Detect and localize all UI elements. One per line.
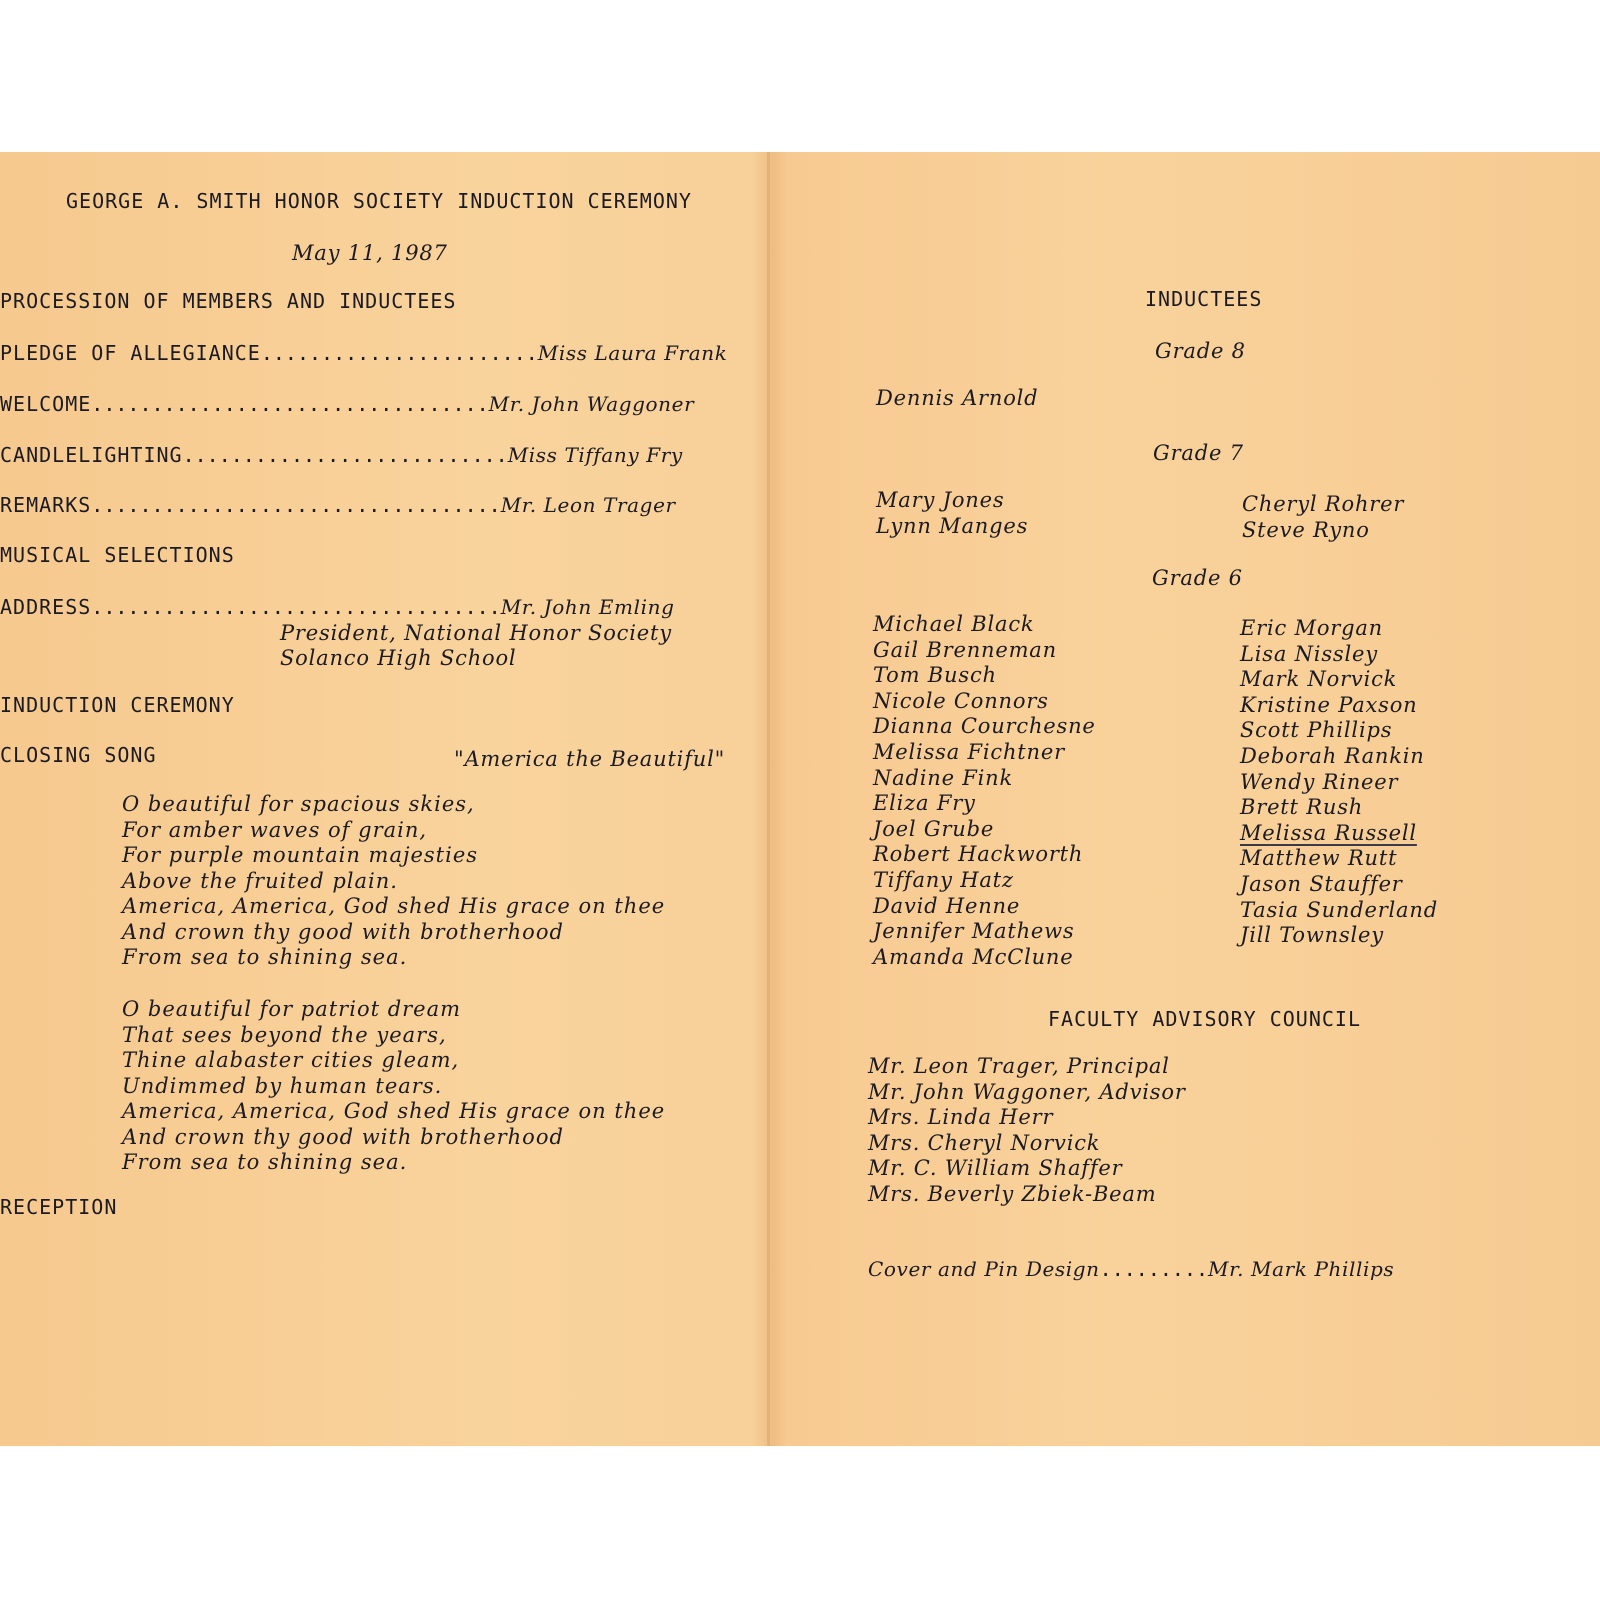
lyric-line: Thine alabaster cities gleam, <box>122 1048 460 1072</box>
inductee-name: Joel Grube <box>873 816 995 841</box>
inductee-name: Steve Ryno <box>1242 517 1370 542</box>
lyric-line: O beautiful for patriot dream <box>122 997 462 1021</box>
item-pledge <box>0 340 752 366</box>
program-date: May 11, 1987 <box>292 241 448 265</box>
inductee-name: Kristine Paxson <box>1240 692 1418 717</box>
item-address <box>0 594 752 620</box>
lyric-line: America, America, God shed His grace on thee <box>122 894 666 918</box>
faculty-member: Mrs. Linda Herr <box>868 1105 1054 1130</box>
inductee-name: Eliza Fry <box>873 791 976 816</box>
item-remarks <box>0 492 752 518</box>
item-welcome-person: Mr. John Waggoner <box>488 392 695 416</box>
inductee-name: Lisa Nissley <box>1240 641 1378 666</box>
lyric-line: That sees beyond the years, <box>122 1022 447 1047</box>
inductee-name: Robert Hackworth <box>873 842 1084 867</box>
item-procession: PROCESSION OF MEMBERS AND INDUCTEES <box>0 289 457 313</box>
faculty-member: Mrs. Beverly Zbiek-Beam <box>868 1181 1157 1206</box>
inductee-name: Tiffany Hatz <box>873 867 1014 892</box>
inductee-name: Jill Townsley <box>1240 923 1384 948</box>
item-pledge-label: PLEDGE OF ALLEGIANCE <box>0 341 261 365</box>
faculty-member: Mr. C. William Shaffer <box>868 1156 1123 1181</box>
inductee-name: David Henne <box>873 893 1021 918</box>
item-candlelighting <box>0 442 752 468</box>
song-verse-2 <box>122 997 665 1176</box>
grade-6-label: Grade 6 <box>1152 566 1243 590</box>
inductee-name: Lynn Manges <box>876 513 1029 538</box>
faculty-member: Mr. Leon Trager, Principal <box>868 1054 1170 1078</box>
item-remarks-label: REMARKS <box>0 493 92 517</box>
item-address-person: Mr. John Emling <box>500 595 675 619</box>
grade-8-names <box>876 386 1038 412</box>
inductee-name: Melissa Fichtner <box>873 739 1065 764</box>
inductee-name: Mark Norvick <box>1240 667 1398 692</box>
inductee-name-underlined: Melissa Russell <box>1240 820 1417 845</box>
inductee-name: Eric Morgan <box>1240 616 1383 640</box>
item-address-detail-2: Solanco High School <box>280 646 517 670</box>
item-welcome-label: WELCOME <box>0 392 92 416</box>
dot-leader: ........................... <box>182 443 508 467</box>
lyric-line: Above the fruited plain. <box>122 868 398 893</box>
item-remarks-person: Mr. Leon Trager <box>500 493 676 517</box>
inductee-name: Tom Busch <box>873 663 997 688</box>
inductee-name: Gail Brenneman <box>873 637 1057 662</box>
grade-7-label: Grade 7 <box>1153 441 1244 465</box>
inductee-name: Dennis Arnold <box>876 386 1039 410</box>
item-reception: RECEPTION <box>0 1195 118 1219</box>
inductee-name: Michael Black <box>873 612 1035 636</box>
item-pledge-person: Miss Laura Frank <box>537 341 728 365</box>
item-closing-song-title: "America the Beautiful" <box>454 747 726 771</box>
inductee-name: Nicole Connors <box>873 688 1049 713</box>
lyric-line: From sea to shining sea. <box>122 1150 408 1174</box>
lyric-line: And crown thy good with brotherhood <box>122 1124 564 1149</box>
grade-6-names-left <box>873 612 1096 970</box>
lyric-line: And crown thy good with brotherhood <box>122 919 564 944</box>
dot-leader: ......... <box>1099 1257 1209 1281</box>
item-address-detail-1: President, National Honor Society <box>280 621 672 645</box>
faculty-member: Mrs. Cheryl Norvick <box>868 1130 1101 1155</box>
center-fold <box>767 152 770 1446</box>
lyric-line: From sea to shining sea. <box>122 945 408 969</box>
item-candlelighting-label: CANDLELIGHTING <box>0 443 183 467</box>
inductee-name: Tasia Sunderland <box>1240 897 1438 922</box>
inductee-name: Cheryl Rohrer <box>1242 492 1405 516</box>
dot-leader: .................................. <box>91 493 501 517</box>
grade-7-names-left <box>876 488 1028 539</box>
lyric-line: O beautiful for spacious skies, <box>122 792 475 816</box>
inductee-name: Nadine Fink <box>873 765 1014 790</box>
credit-line <box>868 1256 1488 1282</box>
program-sheet <box>0 152 1600 1446</box>
dot-leader: ....................... <box>260 341 538 365</box>
lyric-line: For purple mountain majesties <box>122 843 479 867</box>
inductee-name: Deborah Rankin <box>1240 743 1425 768</box>
inductee-name: Scott Phillips <box>1240 718 1393 743</box>
inductee-name: Matthew Rutt <box>1240 846 1398 871</box>
lyric-line: America, America, God shed His grace on thee <box>122 1099 666 1123</box>
faculty-members <box>868 1054 1186 1208</box>
inductee-name: Jennifer Mathews <box>873 919 1075 944</box>
item-address-label: ADDRESS <box>0 595 92 619</box>
grade-8-label: Grade 8 <box>1155 339 1246 363</box>
inductee-name: Amanda McClune <box>873 944 1074 969</box>
inductee-name: Dianna Courchesne <box>873 714 1096 739</box>
credit-person: Mr. Mark Phillips <box>1208 1257 1395 1281</box>
faculty-member: Mr. John Waggoner, Advisor <box>868 1079 1186 1104</box>
lyric-line: Undimmed by human tears. <box>122 1073 443 1098</box>
program-title: GEORGE A. SMITH HONOR SOCIETY INDUCTION CEREMONY <box>66 189 692 213</box>
inductee-name: Wendy Rineer <box>1240 769 1399 794</box>
inductees-heading: INDUCTEES <box>1145 287 1263 311</box>
faculty-heading: FACULTY ADVISORY COUNCIL <box>1048 1007 1361 1031</box>
inductee-name: Jason Stauffer <box>1240 871 1403 896</box>
item-welcome <box>0 391 752 417</box>
dot-leader: .................................. <box>91 595 501 619</box>
song-verse-1 <box>122 792 665 971</box>
grade-7-names-right <box>1242 492 1404 543</box>
inductee-name: Brett Rush <box>1240 795 1364 820</box>
lyric-line: For amber waves of grain, <box>122 817 428 842</box>
item-closing-song-label: CLOSING SONG <box>0 743 157 767</box>
dot-leader: ................................. <box>91 392 489 416</box>
item-induction: INDUCTION CEREMONY <box>0 693 235 717</box>
inductee-name: Mary Jones <box>876 488 1005 512</box>
item-candlelighting-person: Miss Tiffany Fry <box>507 443 683 467</box>
grade-6-names-right <box>1240 616 1438 949</box>
item-musical: MUSICAL SELECTIONS <box>0 543 235 567</box>
credit-label: Cover and Pin Design <box>868 1257 1100 1281</box>
